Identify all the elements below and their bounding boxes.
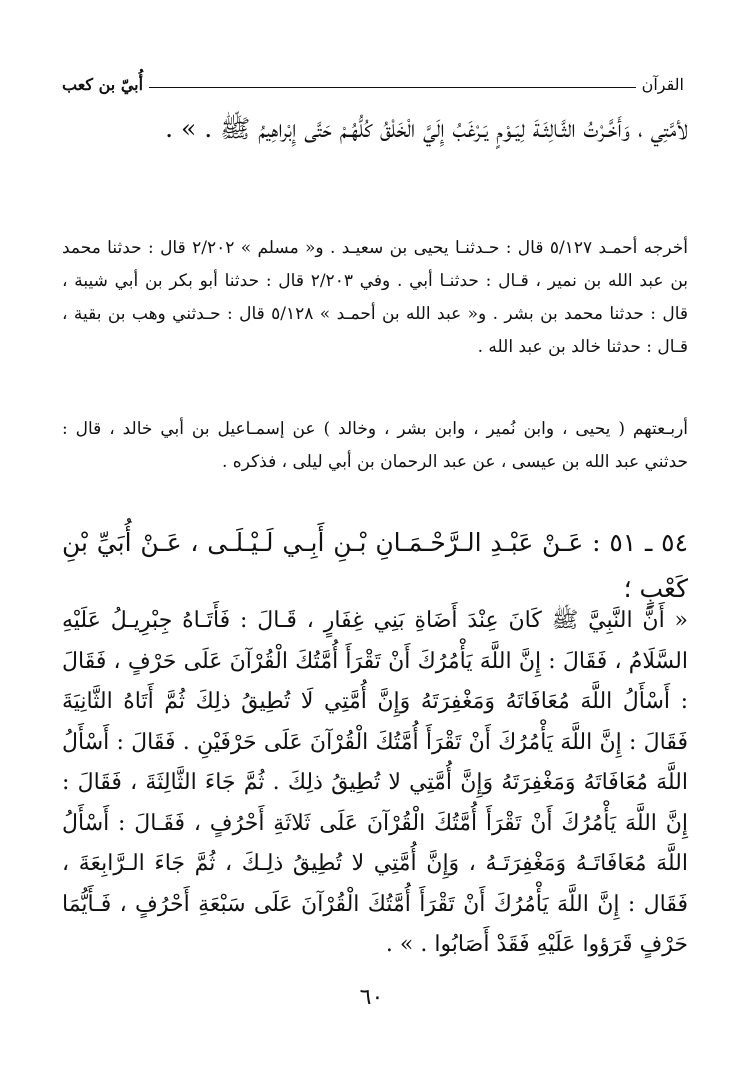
takhrij-paragraph-2: أربـعتهم ( يحيى ، وابن نُمير ، وابن بشر ، وخالد ) عن إسمـاعيل بن أبي خالد ، قال : حدثني عبد الله بن عيسى ، عن عبد الرحمان بن أبي ليلى ، فذكره . — [62, 419, 688, 472]
hadith-2-isnad: ٥٤ ـ ٥١ : عَـنْ عَبْـدِ الـرَّحْـمَـانِ بْـنِ أَبِـي لَـيْـلَـى ، عَـنْ أُبَيِّ بْنِ كَعْبٍ ؛ — [62, 528, 688, 603]
companion-name: أُبيّ بن كعب — [62, 75, 144, 94]
header-rule — [149, 87, 636, 88]
hadith-2-matn: « أَنَّ النَّبِيَّ ﷺ كَانَ عِنْدَ أَضَاةِ بَنِي غِفَارٍ ، قَـالَ : فَأَتَـاهُ جِبْرِيـلُ عَلَيْهِ السَّلَامُ ، فَقَالَ : إِنَّ اللَّهَ يَأْمُرُكَ أَنْ تَقْرَأَ أُمَّتُكَ الْقُرْآنَ عَلَى حَرْفٍ ، فَقَالَ : أَسْأَلُ اللَّهَ مُعَافَاتَهُ وَمَغْفِرَتَهُ وَإِنَّ أُمَّتِي لَا تُطِيقُ ذلِكَ ثُمَّ أَتَاهُ الثَّانِيَةَ فَقَالَ : إِنَّ اللَّهَ يَأْمُرُكَ أَنْ تَقْرَأَ أُمَّتُكَ الْقُرْآنَ عَلَى حَرْفَيْنِ . فَقَالَ : أَسْأَلُ اللَّهَ مُعَافَاتَهُ وَمَغْفِرَتَهُ وَإِنَّ أُمَّتِي لا تُطِيقُ ذلِكَ . ثُمَّ جَاءَ الثَّالِثَةَ ، فَقَالَ : إِنَّ اللَّهَ يَأْمُرُكَ أَنْ تَقْرَأَ أُمَّتُكَ الْقُرْآنَ عَلَى ثَلاثَةِ أَحْرُفٍ ، فَقَـالَ : أَسْأَلُ اللَّهَ مُعَافَاتَـهُ وَمَغْفِرَتَـهُ ، وَإِنَّ أُمَّتِي لا تُطِيقُ ذلِـكَ ، ثُمَّ جَاءَ الـرَّابِعَةَ ، فَقَال : إِنَّ اللَّهَ يَأْمُرُكَ أَنْ تَقْرَأَ أُمَّتُكَ الْقُرْآنَ عَلَى سَبْعَةِ أَحْرُفٍ ، فَـأَيُّمَا حَرْفٍ قَرَؤوا عَلَيْهِ فَقَدْ أَصَابُوا . » . — [62, 608, 688, 957]
section-title: القرآن — [641, 75, 684, 94]
page-number: ٦٠ — [359, 985, 384, 1010]
takhrij-paragraph-1: أخرجه أحمـد ٥/١٢٧ قال : حـدثنـا يحيى بن سعيـد . و« مسلم » ٢/٢٠٢ قال : حدثنا محمد بن عبد الله بن نمير ، قـال : حدثنـا أبي . وفي ٢/٢٠٣ قال : حدثنا أبو بكر بن أبي شيبة ، قال : حدثنا محمد بن بشر . و« عبد الله بن أحمـد » ٥/١٢٨ قال : حـدثني وهب بن بقية ، قـال : حدثنا خالد بن عبد الله . — [62, 238, 688, 357]
running-header — [62, 70, 684, 94]
hadith-1-ending: لأمَّتِي ، وَأَخَّـرْتُ الثَّـالِثَـةَ لِيَـوْمٍ يَـرْغَبُ إِلَيَّ الْخَلْقُ كُلُّهُـمْ حَتَّى إِبْراهِيمُ ﷺ . » . — [165, 114, 688, 143]
